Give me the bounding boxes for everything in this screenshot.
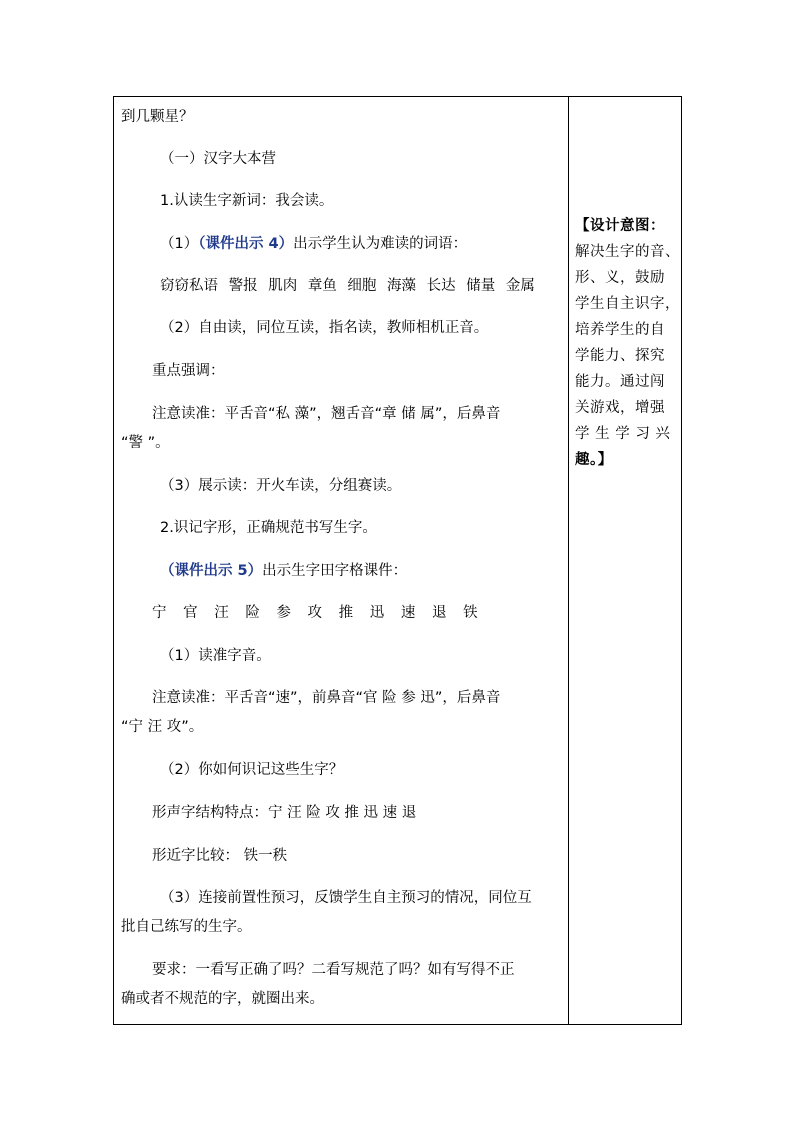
design-intent-line: 趣。】 xyxy=(575,452,613,468)
text-line: 形近字比较： 铁一秩 xyxy=(152,848,288,864)
character-list: 宁 官 汪 险 参 攻 推 迅 速 退 铁 xyxy=(152,605,481,621)
item-text: 出示学生认为难读的词语： xyxy=(293,236,468,252)
design-intent-line: 形、义，鼓励 xyxy=(575,270,665,286)
text-line xyxy=(160,234,467,254)
design-intent-line: 能力。通过闯 xyxy=(575,374,665,390)
text-line: 要求：一看写正确了吗？二看写规范了吗？如有写得不正 xyxy=(152,962,515,978)
text-line: （3）展示读：开火车读，分组赛读。 xyxy=(160,478,402,494)
design-intent-line: 培养学生的自 xyxy=(575,322,665,338)
design-intent-line: 学 生 学 习 兴 xyxy=(575,426,671,442)
text-line: （2）自由读，同位互读，指名读，教师相机正音。 xyxy=(160,320,489,336)
step-heading: 2.识记字形，正确规范书写生字。 xyxy=(160,520,377,536)
design-intent-heading: 【设计意图： xyxy=(575,218,665,234)
text-line xyxy=(160,561,407,581)
item-number: （1） xyxy=(160,236,199,252)
text-line: （1）读准字音。 xyxy=(160,648,271,664)
step-heading: 1.认读生字新词：我会读。 xyxy=(160,193,334,209)
text-line: 到几颗星？ xyxy=(121,109,194,125)
design-intent-cell xyxy=(569,97,681,1024)
courseware-note: （课件出示 4） xyxy=(198,236,294,252)
text-line: 注意读准：平舌音“私 藻”，翘舌音“章 储 属”，后鼻音 xyxy=(152,406,501,422)
design-intent-line: 学生自主识字， xyxy=(575,296,680,312)
design-intent-note xyxy=(575,213,679,473)
text-line: “宁 汪 攻”。 xyxy=(121,719,204,735)
text-line: 形声字结构特点：宁 汪 险 攻 推 迅 速 退 xyxy=(152,805,417,821)
teaching-process-cell xyxy=(114,97,569,1024)
text-line: 确或者不规范的字，就圈出来。 xyxy=(121,991,324,1007)
design-intent-line: 关游戏，增强 xyxy=(575,400,665,416)
item-text: 出示生字田字格课件： xyxy=(262,563,408,579)
design-intent-line: 学能力、探究 xyxy=(575,348,665,364)
section-heading: （一）汉字大本营 xyxy=(160,151,276,167)
text-line: （2）你如何识记这些生字？ xyxy=(160,762,344,778)
text-line: 注意读准：平舌音“速”，前鼻音“官 险 参 迅”，后鼻音 xyxy=(152,690,501,706)
text-line: 批自己练写的生字。 xyxy=(121,919,252,935)
vocabulary-list: 窃窃私语 警报 肌肉 章鱼 细胞 海藻 长达 储量 金属 xyxy=(160,278,535,294)
text-line: （3）连接前置性预习，反馈学生自主预习的情况，同位互 xyxy=(160,890,532,906)
design-intent-line: 解决生字的音、 xyxy=(575,244,680,260)
courseware-note: （课件出示 5） xyxy=(160,563,263,579)
lesson-table xyxy=(113,96,682,1025)
text-line: “警 ”。 xyxy=(121,435,170,451)
text-line: 重点强调： xyxy=(152,363,225,379)
